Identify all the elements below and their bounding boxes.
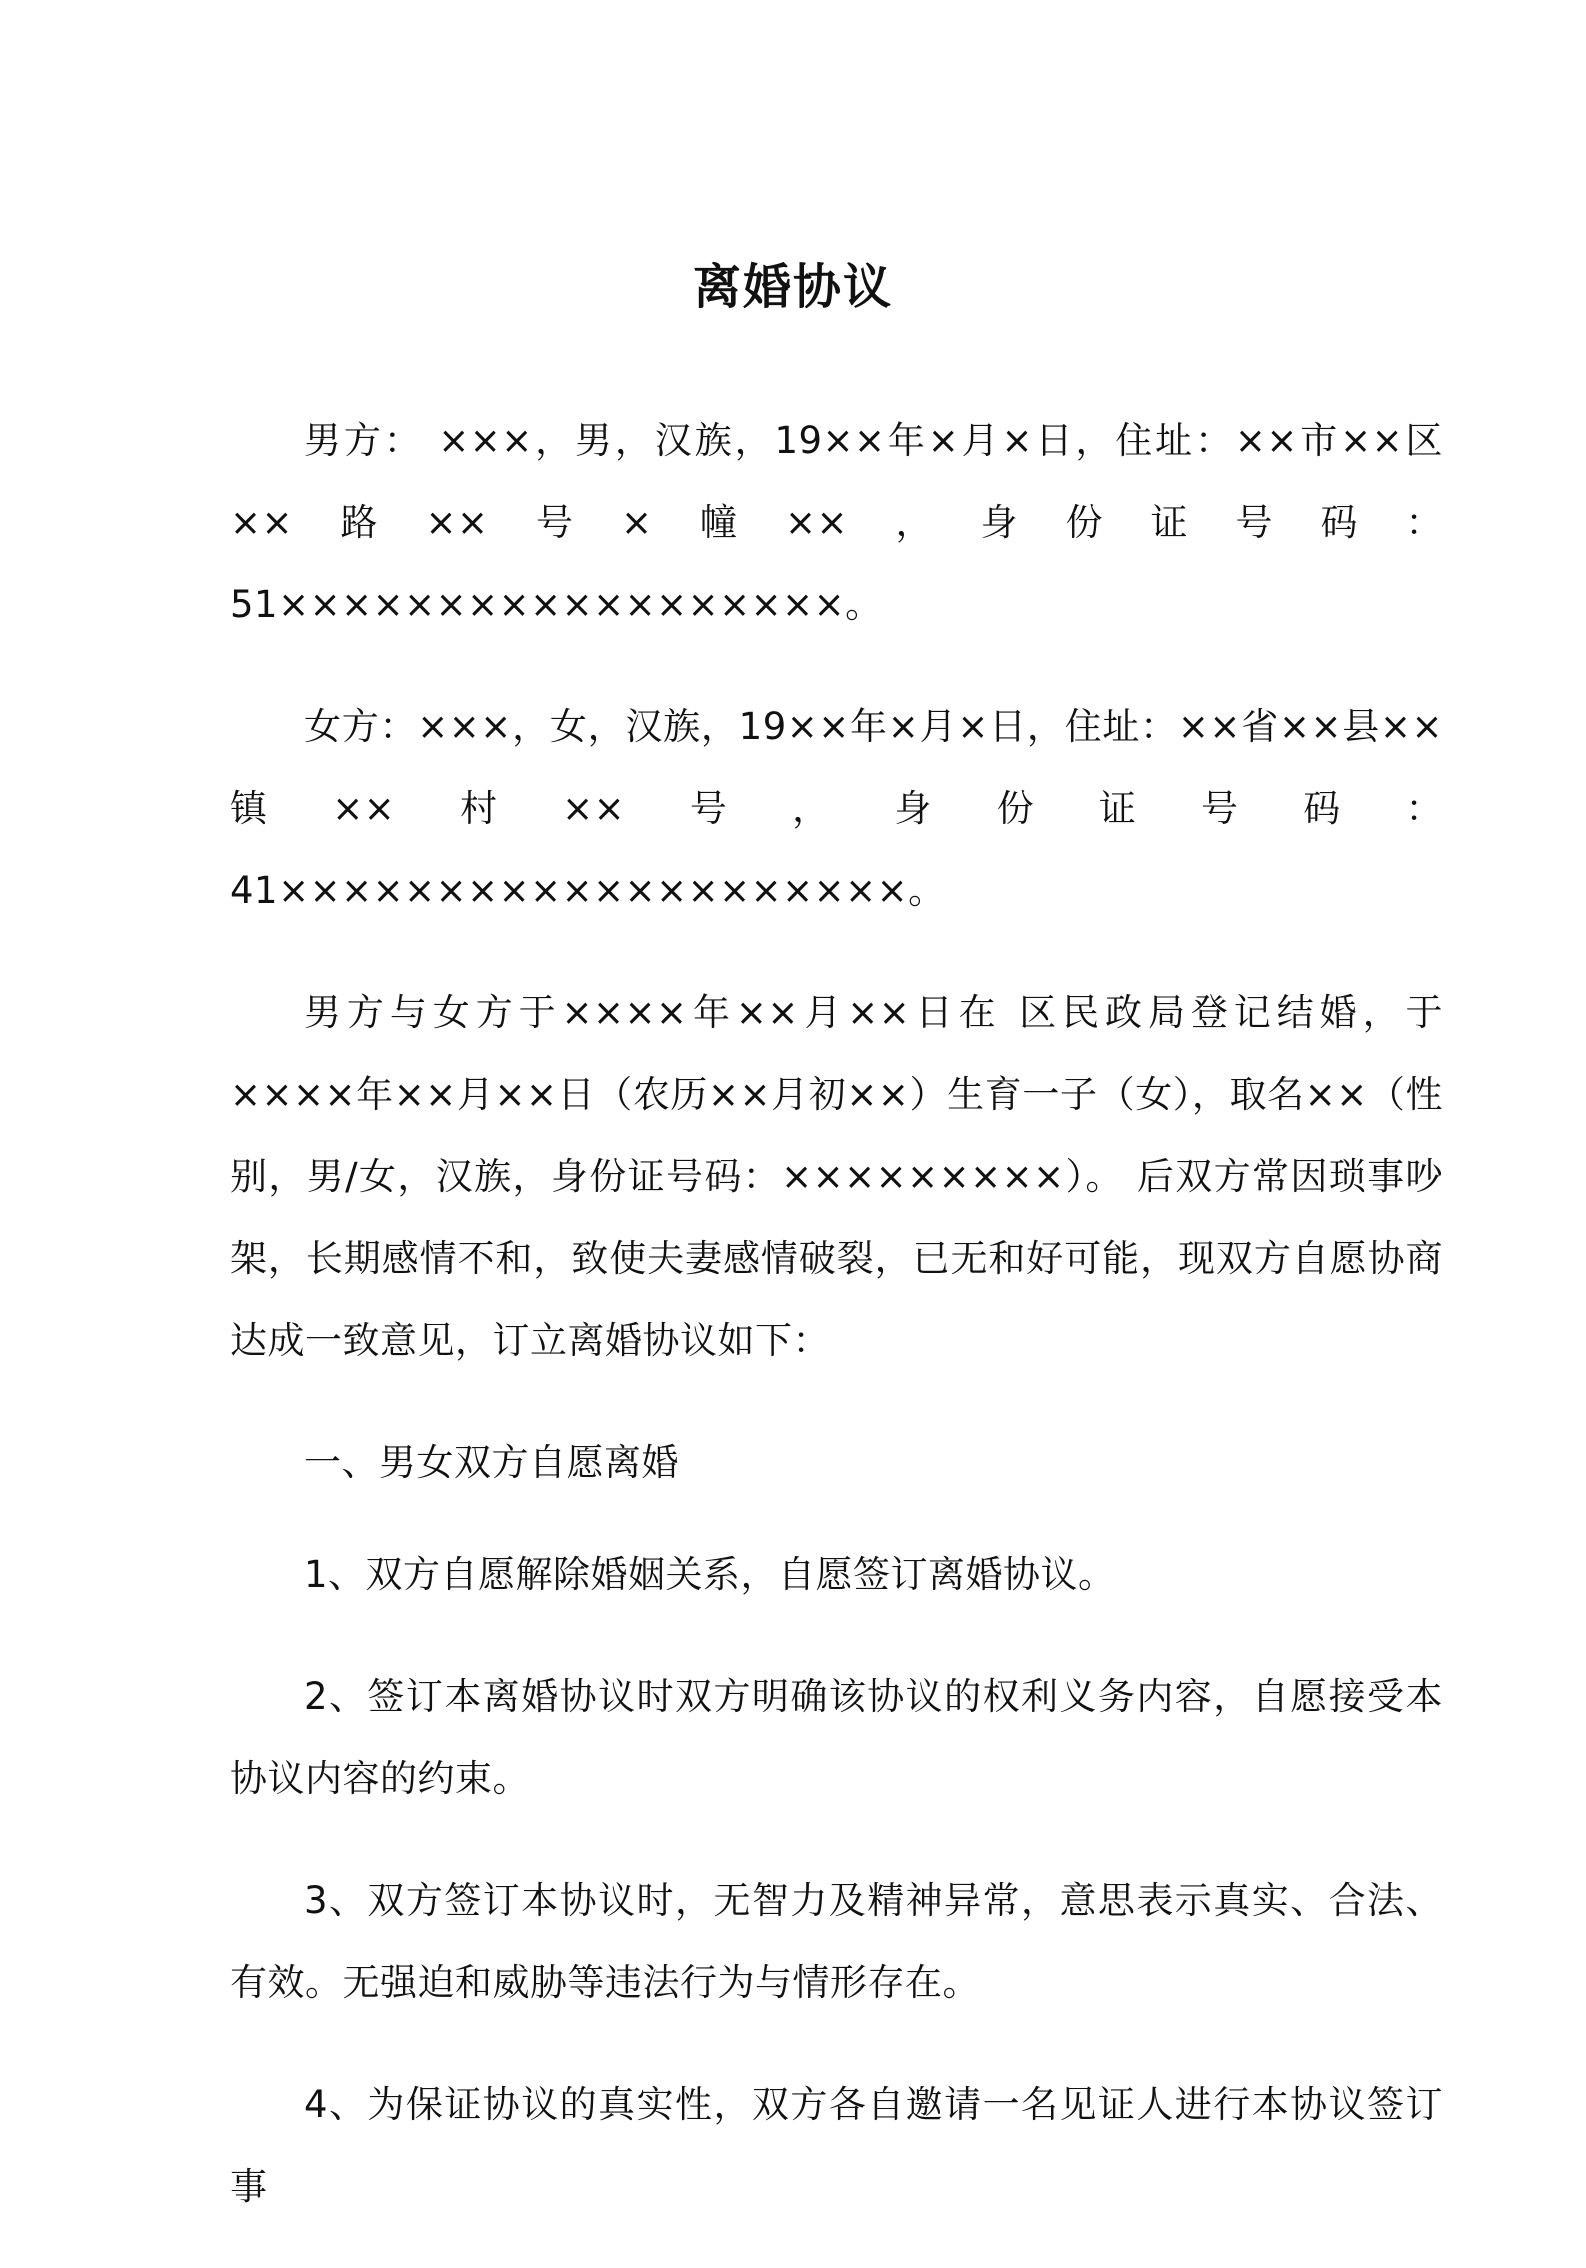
clause-4: 4、为保证协议的真实性，双方各自邀请一名见证人进行本协议签订事 [230, 2083, 1443, 2208]
paragraph-wife-info: 女方：×××，女，汉族，19××年×月×日，住址：××省××县××镇××村××号，身份证号码：41××××××××××××××××××××。 [230, 705, 1443, 912]
clause-3: 3、双方签订本协议时，无智力及精神异常，意思表示真实、合法、有效。无强迫和威胁等违法行为与情形存在。 [230, 1879, 1443, 2004]
clause-2: 2、签订本离婚协议时双方明确该协议的权利义务内容，自愿接受本协议内容的约束。 [230, 1675, 1443, 1800]
clause-1: 1、双方自愿解除婚姻关系，自愿签订离婚协议。 [304, 1553, 1116, 1596]
section-heading-voluntary-divorce: 一、男女双方自愿离婚 [304, 1441, 679, 1484]
document-body [230, 400, 1443, 2268]
document-title: 离婚协议 [692, 259, 893, 315]
paragraph-marriage-background: 男方与女方于××××年××月××日在 区民政局登记结婚，于××××年××月××日（农历××月初××）生育一子（女），取名××（性别，男/女，汉族，身份证号码：×××××××××）。 后双方常因琐事吵架，长期感情不和，致使夫妻感情破裂，已无和好可能，现双方自愿协商达成一致意见，订立离婚协议如下： [230, 991, 1443, 1362]
paragraph-husband-info: 男方： ×××，男，汉族，19××年×月×日，住址：××市××区××路××号×幢××，身份证号码：51××××××××××××××××××。 [230, 419, 1443, 626]
